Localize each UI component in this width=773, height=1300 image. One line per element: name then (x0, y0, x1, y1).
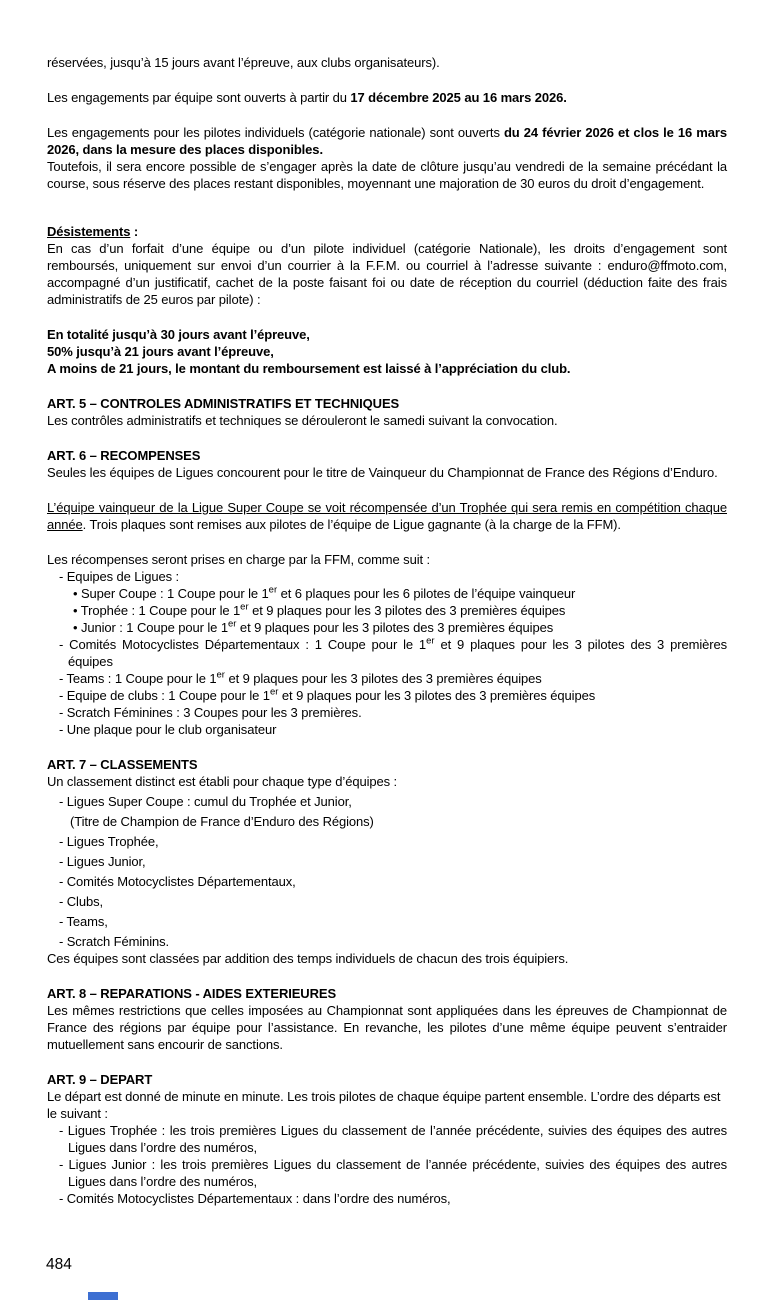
list-item (47, 1156, 727, 1190)
text-run: et 6 plaques pour les 6 pilotes de l’équipe vainqueur (277, 586, 576, 601)
text-run: En cas d’un forfait d’une équipe ou d’un pilote individuel (catégorie Nationale), les droits d’engagement sont remboursés, uniquement sur envoi d’un courrier à la F.F.M. ou courriel à l’adresse suivante : enduro@ffmoto.com, accompagné d’un justificatif, cachet de la poste faisant foi ou date de réception du courriel (déduction faite des frais administratifs de 25 euros par pilote) : (47, 241, 727, 307)
text-run: er (216, 669, 225, 681)
document-content (47, 54, 727, 1207)
list-item (47, 1190, 727, 1207)
text-run: Les récompenses seront prises en charge par la FFM, comme suit : (47, 552, 431, 567)
text-run: Les contrôles administratifs et techniques se dérouleront le samedi suivant la convocation. (47, 413, 558, 428)
section-heading (47, 985, 727, 1002)
text-run: - Ligues Junior, (59, 854, 146, 869)
paragraph (47, 326, 727, 343)
paragraph (47, 1002, 727, 1053)
list-item (47, 833, 727, 850)
text-run: Les engagements par équipe sont ouverts à partir du (47, 90, 351, 105)
paragraph (47, 89, 727, 106)
list-item (47, 1122, 727, 1156)
text-run: er (269, 686, 279, 698)
text-run: ART. 5 – CONTROLES ADMINISTRATIFS ET TECHNIQUES (47, 396, 400, 411)
text-run: er (240, 601, 249, 613)
list-item (47, 568, 727, 585)
list-item (47, 704, 727, 721)
paragraph (47, 950, 727, 967)
text-run: - Une plaque pour le club organisateur (59, 722, 277, 737)
text-run: - Ligues Trophée, (59, 834, 159, 849)
list-item (47, 933, 727, 950)
list-item (47, 793, 727, 810)
text-run: - Equipe de clubs : 1 Coupe pour le 1 (59, 688, 270, 703)
text-run: L’équipe vainqueur de la Ligue Super Coupe se voit récompensée d’un Trophée qui sera remis en compétition chaque année (47, 500, 727, 532)
text-run: • Super Coupe : 1 Coupe pour le 1 (73, 586, 269, 601)
text-run: er (227, 618, 237, 630)
text-run: réservées, jusqu’à 15 jours avant l’épreuve, aux clubs organisateurs). (47, 55, 440, 70)
text-run: et 9 plaques pour les 3 pilotes des 3 premières équipes (224, 671, 542, 686)
text-run: et 9 plaques pour les 3 pilotes des 3 premières équipes (278, 688, 596, 703)
text-run: . Trois plaques sont remises aux pilotes de l’équipe de Ligue gagnante (à la charge de la FFM). (82, 517, 621, 532)
section-heading (47, 1071, 727, 1088)
text-run: - Ligues Trophée : les trois premières Ligues du classement de l’année précédente, suivies des équipes des autres Ligues dans l’ordre des numéros, (59, 1123, 727, 1155)
text-run: - Comités Motocyclistes Départementaux : 1 Coupe pour le 1 (59, 637, 427, 652)
footer-blue-mark (88, 1292, 118, 1300)
paragraph (47, 499, 727, 533)
paragraph (47, 240, 727, 308)
text-run: A moins de 21 jours, le montant du remboursement est laissé à l’appréciation du club. (47, 361, 571, 376)
text-run: 17 décembre 2025 au 16 mars 2026. (350, 90, 567, 105)
page-number: 484 (46, 1256, 72, 1273)
text-run: - Teams : 1 Coupe pour le 1 (59, 671, 217, 686)
paragraph (47, 551, 727, 568)
text-run: Les mêmes restrictions que celles imposées au Championnat sont appliquées dans les épreuves de Championnat de France des régions par équipe pour l’assistance. En revanche, les pilotes d’une même équipe peuvent s’entraider mutuellement sans encourir de sanctions. (47, 1003, 727, 1052)
text-run: ART. 9 – DEPART (47, 1072, 153, 1087)
paragraph (47, 343, 727, 360)
text-run: - Ligues Super Coupe : cumul du Trophée et Junior, (59, 794, 352, 809)
paragraph (47, 412, 727, 429)
sub-list-item (47, 585, 727, 602)
list-item (47, 670, 727, 687)
list-item (47, 636, 727, 670)
text-run: ART. 7 – CLASSEMENTS (47, 757, 198, 772)
list-item (47, 893, 727, 910)
section-heading (47, 223, 727, 240)
text-run: Désistements (47, 224, 131, 239)
text-run: et 9 plaques pour les 3 pilotes des 3 premières équipes (68, 637, 728, 669)
text-run: : (130, 224, 139, 239)
text-run: - Ligues Junior : les trois premières Ligues du classement de l’année précédente, suivies des équipes des autres Ligues dans l’ordre des numéros, (59, 1157, 727, 1189)
text-run: - Scratch Féminines : 3 Coupes pour les 3 premières. (59, 705, 362, 720)
text-run: - Scratch Féminins. (59, 934, 170, 949)
paragraph (47, 54, 727, 71)
list-continuation (47, 813, 727, 830)
sub-list-item (47, 602, 727, 619)
text-run: Le départ est donné de minute en minute. Les trois pilotes de chaque équipe partent ensemble. L’ordre des départs est le suivant : (47, 1089, 721, 1121)
text-run: - Teams, (59, 914, 108, 929)
section-heading (47, 395, 727, 412)
list-item (47, 913, 727, 930)
paragraph (47, 124, 727, 158)
text-run: • Junior : 1 Coupe pour le 1 (73, 620, 228, 635)
text-run: Les engagements pour les pilotes individuels (catégorie nationale) sont ouverts (47, 125, 504, 140)
text-run: er (426, 635, 435, 647)
paragraph (47, 464, 727, 481)
text-run: ART. 6 – RECOMPENSES (47, 448, 201, 463)
text-run: Ces équipes sont classées par addition des temps individuels de chacun des trois équipiers. (47, 951, 569, 966)
paragraph (47, 158, 727, 192)
text-run: Un classement distinct est établi pour chaque type d’équipes : (47, 774, 398, 789)
section-heading (47, 756, 727, 773)
text-run: (Titre de Champion de France d’Enduro des Régions) (70, 814, 374, 829)
section-heading (47, 447, 727, 464)
sub-list-item (47, 619, 727, 636)
text-run: En totalité jusqu’à 30 jours avant l’épreuve, (47, 327, 310, 342)
text-run: - Equipes de Ligues : (59, 569, 180, 584)
text-run: er (268, 584, 278, 596)
paragraph (47, 1088, 727, 1122)
text-run: • Trophée : 1 Coupe pour le 1 (73, 603, 241, 618)
text-run: du 24 février 2026 et clos le 16 mars 2026, dans la mesure des places disponibles. (47, 125, 727, 157)
text-run: - Comités Motocyclistes Départementaux : dans l’ordre des numéros, (59, 1191, 451, 1206)
text-run: et 9 plaques pour les 3 pilotes des 3 premières équipes (248, 603, 566, 618)
list-item (47, 873, 727, 890)
text-run: - Comités Motocyclistes Départementaux, (59, 874, 296, 889)
paragraph (47, 360, 727, 377)
paragraph (47, 773, 727, 790)
list-item (47, 721, 727, 738)
list-item (47, 687, 727, 704)
text-run: 50% jusqu’à 21 jours avant l’épreuve, (47, 344, 274, 359)
text-run: et 9 plaques pour les 3 pilotes des 3 premières équipes (236, 620, 554, 635)
text-run: Seules les équipes de Ligues concourent pour le titre de Vainqueur du Championnat de France des Régions d’Enduro. (47, 465, 718, 480)
text-run: ART. 8 – REPARATIONS - AIDES EXTERIEURES (47, 986, 337, 1001)
list-item (47, 853, 727, 870)
text-run: - Clubs, (59, 894, 103, 909)
text-run: Toutefois, il sera encore possible de s’engager après la date de clôture jusqu’au vendredi de la semaine précédant la course, sous réserve des places restant disponibles, moyennant une majoration de 30 euros du droit d’engagement. (47, 159, 727, 191)
